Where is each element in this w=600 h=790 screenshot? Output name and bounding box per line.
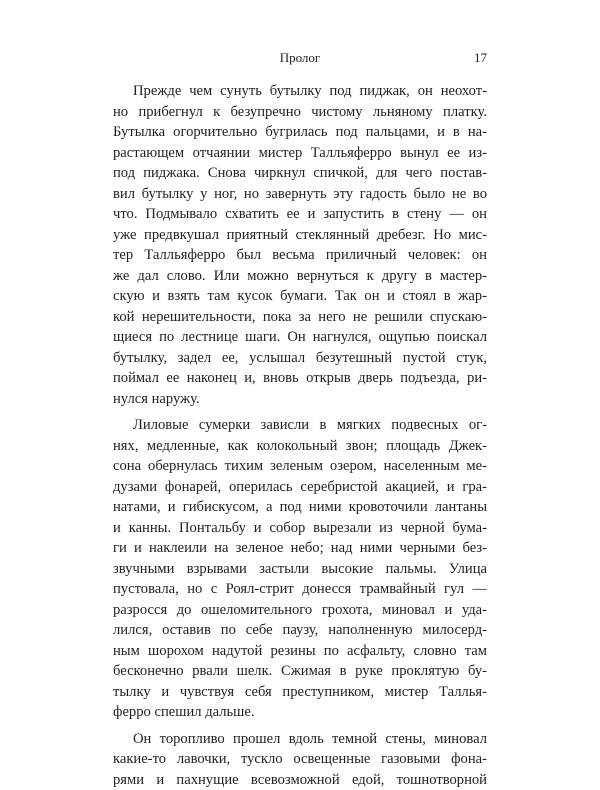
text-line: нулся наружу. xyxy=(113,389,487,410)
text-line: нях, медленные, как колокольный звон; площадь Джек- xyxy=(113,436,487,457)
chapter-title: Пролог xyxy=(113,48,487,68)
text-line: Прежде чем сунуть бутылку под пиджак, он неохот- xyxy=(113,81,487,102)
text-line: Бутылка огорчительно бугрилась под пальцами, и в на- xyxy=(113,122,487,143)
body-text xyxy=(113,81,487,790)
text-line: и канны. Понтальбу и собор вырезали из черной бума- xyxy=(113,518,487,539)
text-line: ги и наклеили на зеленое небо; над ними черными без- xyxy=(113,538,487,559)
text-line: пустовала, но с Роял-стрит донесся трамвайный гул — xyxy=(113,579,487,600)
text-line: же дал слово. Или можно вернуться к другу в мастер- xyxy=(113,266,487,287)
text-line: Лиловые сумерки зависли в мягких подвесных ог- xyxy=(113,415,487,436)
paragraph-1 xyxy=(113,81,487,409)
text-line: рями и пахнущие всевозможной едой, тошнотворной xyxy=(113,770,487,790)
paragraph-3 xyxy=(113,729,487,790)
text-line: тер Талльяферро был весьма приличный человек: он xyxy=(113,245,487,266)
paragraph-2 xyxy=(113,415,487,723)
text-line: растающем отчаянии мистер Талльяферро вынул ее из- xyxy=(113,143,487,164)
text-line: какие-то лавочки, тускло освещенные газовыми фона- xyxy=(113,749,487,770)
text-line: что. Подмывало схватить ее и запустить в стену — он xyxy=(113,204,487,225)
text-line: ным шорохом надутой резины по асфальту, словно там xyxy=(113,641,487,662)
text-line: бесконечно рвали шелк. Сжимая в руке проклятую бу- xyxy=(113,661,487,682)
running-head xyxy=(113,48,487,68)
text-line: уже предвкушал приятный стеклянный дребезг. Но мис- xyxy=(113,225,487,246)
text-line: бутылку, задел ее, услышал безутешный пустой стук, xyxy=(113,348,487,369)
text-line: под пиджака. Снова чиркнул спичкой, для чего постав- xyxy=(113,163,487,184)
text-line: сона обернулась тихим зеленым озером, населенным ме- xyxy=(113,456,487,477)
text-line: скую и взять там кусок бумаги. Так он и стоял в жар- xyxy=(113,286,487,307)
text-line: кой нерешительности, пока за него не решили спускаю- xyxy=(113,307,487,328)
text-line: но прибегнул к безупречно чистому льняному платку. xyxy=(113,102,487,123)
text-line: натами, и гибискусом, а под ними кровоточили лантаны xyxy=(113,497,487,518)
text-line: поймал ее наконец и, вновь открыв дверь подъезда, ри- xyxy=(113,368,487,389)
text-line: вил бутылку у ног, но завернуть эту гадость было не во xyxy=(113,184,487,205)
text-line: лился, оставив по себе паузу, наполненную милосерд- xyxy=(113,620,487,641)
text-line: тылку и чувствуя себя преступником, мистер Таллья- xyxy=(113,682,487,703)
text-line: разросся до ошеломительного грохота, миновал и уда- xyxy=(113,600,487,621)
text-line: звучными взрывами застыли высокие пальмы. Улица xyxy=(113,559,487,580)
text-line: щиеся по лестнице шаги. Он нагнулся, ощупью поискал xyxy=(113,327,487,348)
text-line: Он торопливо прошел вдоль темной стены, миновал xyxy=(113,729,487,750)
text-line: дузами фонарей, оперилась серебристой акацией, и гра- xyxy=(113,477,487,498)
text-line: ферро спешил дальше. xyxy=(113,702,487,723)
page-number: 17 xyxy=(474,48,487,68)
